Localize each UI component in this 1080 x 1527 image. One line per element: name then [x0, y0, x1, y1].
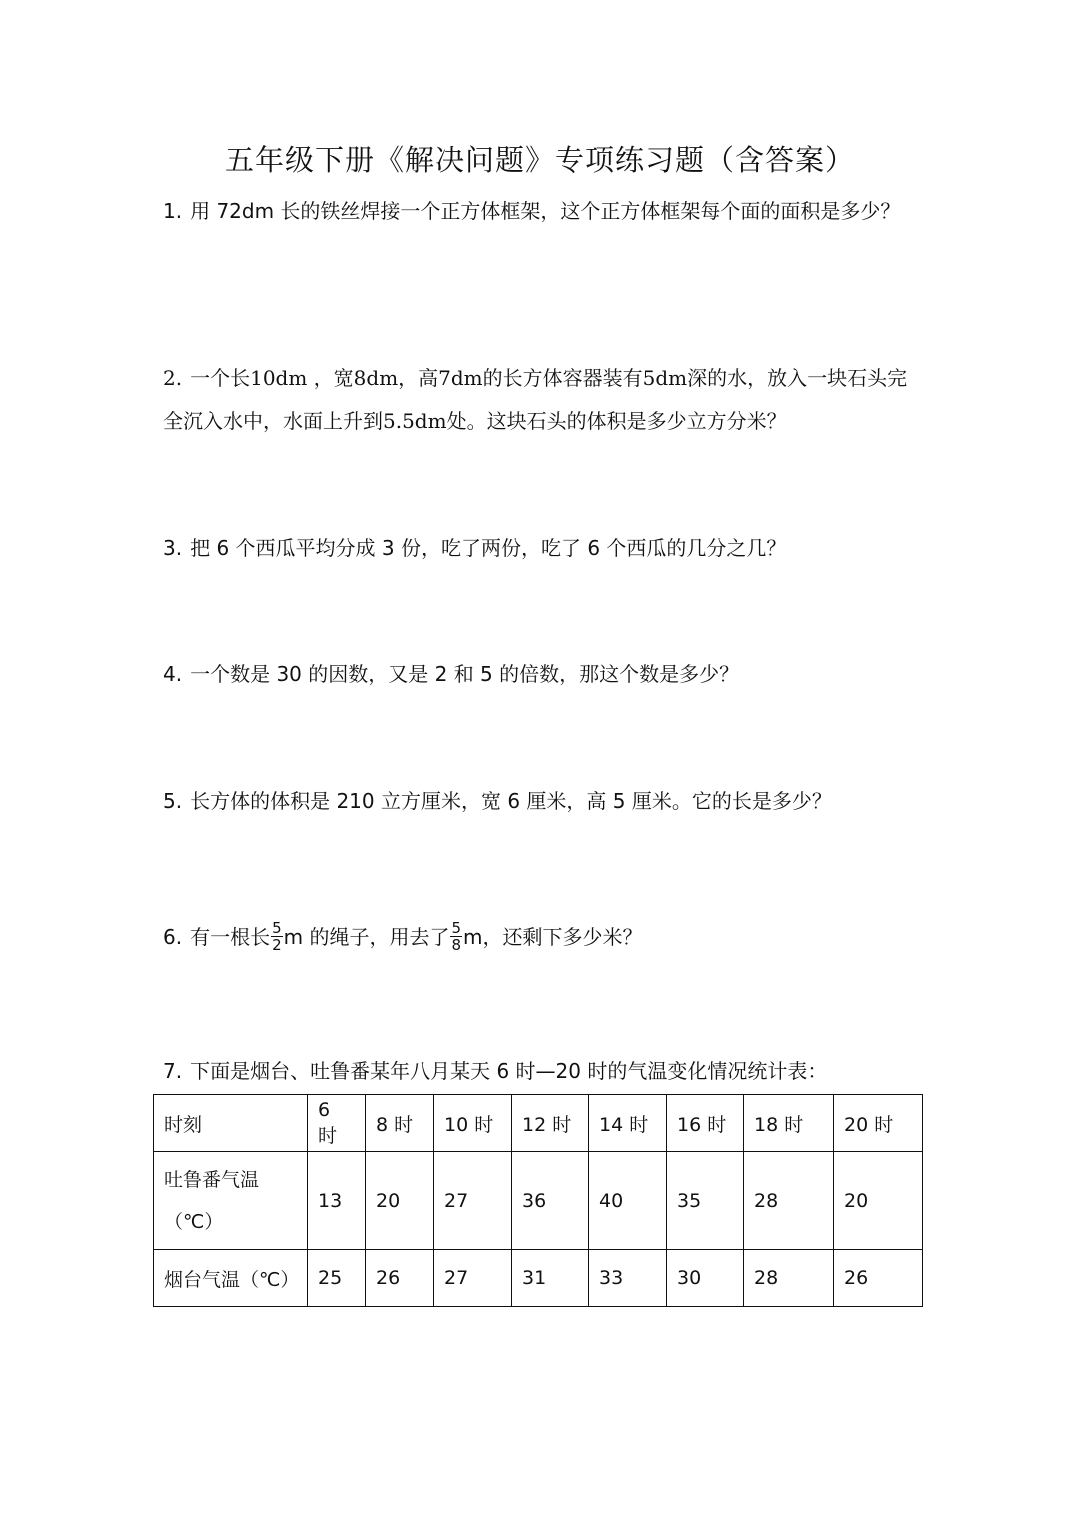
question-text-part2: m 的绳子，用去了 [283, 925, 450, 949]
table-row-label: 烟台气温（℃） [154, 1250, 308, 1307]
table-header-cell: 20 时 [834, 1095, 923, 1152]
fraction-used-length [450, 920, 462, 953]
question-number: 2. [163, 366, 183, 390]
question-text: 下面是烟台、吐鲁番某年八月某天 6 时—20 时的气温变化情况统计表： [190, 1059, 828, 1083]
table-header-cell: 12 时 [512, 1095, 589, 1152]
table-cell: 25 [308, 1250, 366, 1307]
table-cell: 31 [512, 1250, 589, 1307]
question-number: 3. [163, 536, 183, 560]
question-text-part1: 有一根长 [190, 925, 271, 949]
table-cell: 27 [434, 1250, 512, 1307]
question-text: 长方体的体积是 210 立方厘米，宽 6 厘米，高 5 厘米。它的长是多少？ [190, 789, 832, 813]
label-line: 吐鲁番气温 [164, 1168, 260, 1191]
fraction-rope-length [271, 920, 283, 953]
question-text: 用 72dm 长的铁丝焊接一个正方体框架，这个正方体框架每个面的面积是多少？ [190, 199, 901, 223]
table-header-cell: 16 时 [667, 1095, 744, 1152]
fraction-denominator: 2 [272, 936, 282, 954]
table-cell: 13 [308, 1152, 366, 1250]
question-text: 一个数是 30 的因数，又是 2 和 5 的倍数，那这个数是多少？ [190, 662, 740, 686]
temperature-table [153, 1094, 923, 1307]
table-row-label [154, 1152, 308, 1250]
table-header-row [154, 1095, 923, 1152]
question-text: 把 6 个西瓜平均分成 3 份，吃了两份，吃了 6 个西瓜的几分之几？ [190, 536, 787, 560]
question-3 [163, 527, 923, 570]
table-header-cell: 14 时 [589, 1095, 667, 1152]
question-7 [163, 1050, 923, 1093]
page-title: 五年级下册《解决问题》专项练习题（含答案） [224, 143, 855, 177]
table-cell: 20 [366, 1152, 434, 1250]
table-cell: 26 [366, 1250, 434, 1307]
table-header-cell: 时刻 [154, 1095, 308, 1152]
table-header-cell: 8 时 [366, 1095, 434, 1152]
table-cell: 28 [744, 1250, 834, 1307]
question-number: 4. [163, 662, 183, 686]
question-5 [163, 780, 923, 823]
table-cell: 27 [434, 1152, 512, 1250]
table-header-cell: 10 时 [434, 1095, 512, 1152]
table-row-yantai [154, 1250, 923, 1307]
table-cell: 33 [589, 1250, 667, 1307]
question-4 [163, 653, 923, 696]
question-6 [163, 916, 923, 959]
table-cell: 28 [744, 1152, 834, 1250]
table-header-cell: 6 时 [308, 1095, 366, 1152]
fraction-numerator: 5 [272, 919, 282, 937]
question-text-part3: m，还剩下多少米？ [463, 925, 643, 949]
question-2 [163, 357, 923, 443]
question-text: 一个长10dm ，宽8dm，高7dm的长方体容器装有5dm深的水，放入一块石头完全沉入水中，水面上升到5.5dm处。这块石头的体积是多少立方分米？ [163, 366, 908, 433]
question-number: 7. [163, 1059, 183, 1083]
table-cell: 36 [512, 1152, 589, 1250]
table-cell: 20 [834, 1152, 923, 1250]
table-cell: 30 [667, 1250, 744, 1307]
fraction-numerator: 5 [451, 919, 462, 937]
table-cell: 26 [834, 1250, 923, 1307]
question-number: 5. [163, 789, 183, 813]
table-header-cell: 18 时 [744, 1095, 834, 1152]
question-number: 6. [163, 925, 183, 949]
table-cell: 40 [589, 1152, 667, 1250]
table-cell: 35 [667, 1152, 744, 1250]
question-number: 1. [163, 199, 183, 223]
label-line: （℃） [164, 1210, 224, 1233]
table-row-turpan [154, 1152, 923, 1250]
question-1 [163, 190, 923, 233]
fraction-denominator: 8 [451, 936, 462, 954]
